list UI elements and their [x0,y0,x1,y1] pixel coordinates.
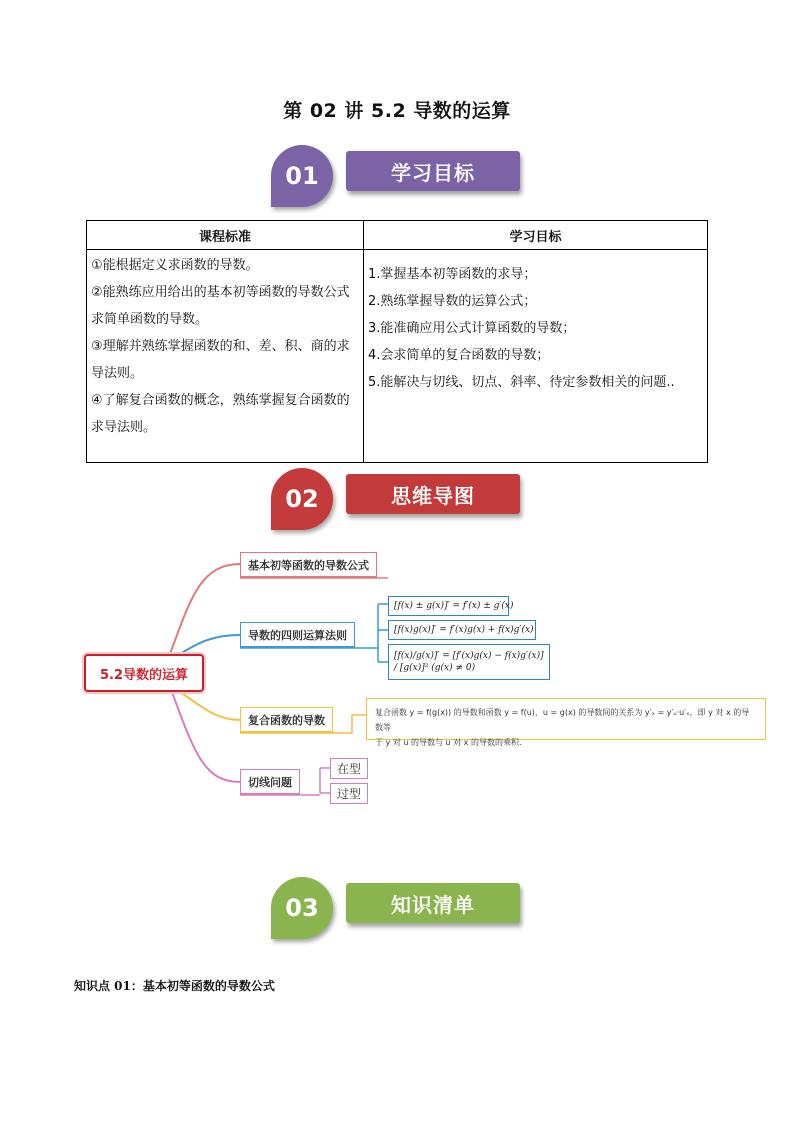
standard-item: ③理解并熟练掌握函数的和、差、积、商的求导法则。 [91,339,350,381]
formula-quotient-rule: [f(x)/g(x)]′ = [f′(x)g(x) − f(x)g′(x)] / [g(x)]² (g(x) ≠ 0) [388,644,550,680]
section-label-03: 知识清单 [346,883,520,923]
branch-basic-derivatives: 基本初等函数的导数公式 [240,552,377,578]
table-header-goals: 学习目标 [364,221,708,250]
composite-note [366,698,766,747]
branch-tangent-problems: 切线问题 [240,769,300,795]
standard-item: ②能熟练应用给出的基本初等函数的导数公式求简单函数的导数。 [91,285,350,327]
section-badge-02 [0,468,794,538]
goals-table [86,220,708,463]
composite-note-line: 复合函数 y = f(g(x)) 的导数和函数 y = f(u)，u = g(x) 的导数间的关系为 y′ₓ = y′ᵤ·u′ₓ，即 y 对 x 的导数等 [375,708,750,732]
goal-item: 1.掌握基本初等函数的求导； [368,267,537,282]
branch-arithmetic-rules: 导数的四则运算法则 [240,622,355,648]
section-number-03: 03 [271,877,333,939]
mind-map-root: 5.2导数的运算 [84,654,204,692]
goal-item: 4.会求简单的复合函数的导数； [368,348,550,363]
section-label-01: 学习目标 [346,151,520,191]
goal-item: 5.能解决与切线、切点、斜率、待定参数相关的问题.. [368,375,675,390]
section-badge-03 [0,877,794,947]
standard-item: ④了解复合函数的概念，熟练掌握复合函数的求导法则。 [91,393,350,435]
section-badge-01 [0,145,794,215]
composite-note-line: 于 y 对 u 的导数与 u 对 x 的导数的乘积. [375,738,522,747]
section-number-02: 02 [271,468,333,530]
branch-composite-derivative: 复合函数的导数 [240,707,333,733]
knowledge-point-heading: 知识点 01：基本初等函数的导数公式 [74,979,275,993]
tangent-at-type: 在型 [330,758,368,779]
tangent-through-type: 过型 [330,783,368,804]
section-label-02: 思维导图 [346,474,520,514]
page-title: 第 02 讲 5.2 导数的运算 [283,100,511,122]
mind-map [0,540,794,820]
table-header-standards: 课程标准 [87,221,364,250]
goal-item: 3.能准确应用公式计算函数的导数； [368,321,576,336]
formula-sum-rule: [f(x) ± g(x)]′ = f′(x) ± g′(x) [388,596,509,616]
goals-cell [364,250,708,463]
standard-item: ①能根据定义求函数的导数。 [91,258,259,273]
standards-cell [87,250,364,463]
goal-item: 2.熟练掌握导数的运算公式； [368,294,537,309]
formula-product-rule: [f(x)g(x)]′ = f′(x)g(x) + f(x)g′(x) [388,620,536,640]
section-number-01: 01 [271,145,333,207]
